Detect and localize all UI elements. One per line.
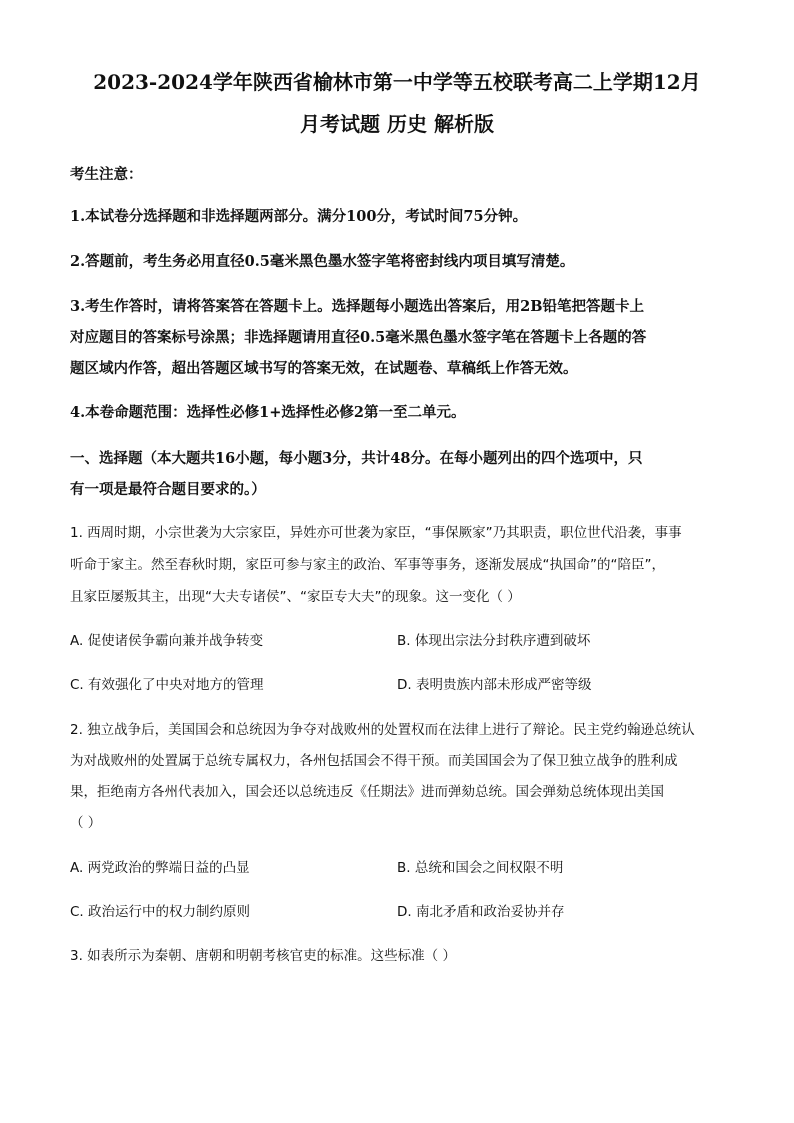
notice-heading: 考生注意： [70, 166, 143, 183]
question-2-option-a: A. 两党政治的弊端日益的凸显 [70, 860, 250, 876]
notice-item-3-line-3: 题区域内作答，超出答题区域书写的答案无效，在试题卷、草稿纸上作答无效。 [70, 360, 578, 377]
notice-item-3-line-2: 对应题目的答案标号涂黑；非选择题请用直径0.5毫米黑色墨水签字笔在答题卡上各题的答 [70, 329, 647, 346]
notice-item-1: 1.本试卷分选择题和非选择题两部分。满分100分，考试时间75分钟。 [70, 208, 528, 225]
notice-item-3-line-1: 3.考生作答时，请将答案答在答题卡上。选择题每小题选出答案后，用2B铅笔把答题卡上 [70, 298, 644, 315]
question-1-stem-line-3: 且家臣屡叛其主，出现“大夫专诸侯”、“家臣专大夫”的现象。这一变化（ ） [70, 589, 521, 605]
question-1-stem-line-2: 听命于家主。然至春秋时期，家臣可参与家主的政治、军事等事务，逐渐发展成“执国命”的“陪臣”， [70, 557, 665, 573]
page-title-line-2: 月考试题 历史 解析版 [300, 112, 494, 136]
notice-item-4: 4.本卷命题范围：选择性必修1+选择性必修2第一至二单元。 [70, 404, 466, 421]
question-2-stem-line-3: 果，拒绝南方各州代表加入，国会还以总统违反《任期法》进而弹劾总统。国会弹劾总统体现出美国 [70, 784, 664, 800]
question-2-stem-line-1: 2. 独立战争后，美国国会和总统因为争夺对战败州的处置权而在法律上进行了辩论。民主党约翰逊总统认 [70, 722, 695, 738]
question-2-option-d: D. 南北矛盾和政治妥协并存 [397, 904, 565, 920]
question-2-stem-line-4: （ ） [70, 815, 102, 831]
question-1-stem-line-1: 1. 西周时期，小宗世袭为大宗家臣，异姓亦可世袭为家臣，“事保厥家”乃其职责，职位世代沿袭，事事 [70, 525, 682, 541]
notice-item-2: 2.答题前，考生务必用直径0.5毫米黑色墨水签字笔将密封线内项目填写清楚。 [70, 253, 575, 270]
question-2-stem-line-2: 为对战败州的处置属于总统专属权力，各州包括国会不得干预。而美国国会为了保卫独立战争的胜利成 [70, 753, 678, 769]
question-1-option-a: A. 促使诸侯争霸向兼并战争转变 [70, 633, 264, 649]
section-heading-line-2: 有一项是最符合题目要求的。） [70, 481, 266, 498]
question-1-option-d: D. 表明贵族内部未形成严密等级 [397, 677, 592, 693]
section-heading-line-1: 一、选择题（本大题共16小题，每小题3分，共计48分。在每小题列出的四个选项中，只 [70, 450, 643, 467]
question-1-option-b: B. 体现出宗法分封秩序遭到破坏 [397, 633, 591, 649]
question-1-option-c: C. 有效强化了中央对地方的管理 [70, 677, 264, 693]
question-3-stem-line-1: 3. 如表所示为秦朝、唐朝和明朝考核官吏的标准。这些标准（ ） [70, 948, 456, 964]
question-2-option-c: C. 政治运行中的权力制约原则 [70, 904, 251, 920]
page-title-line-1: 2023-2024学年陕西省榆林市第一中学等五校联考高二上学期12月 [93, 70, 701, 94]
question-2-option-b: B. 总统和国会之间权限不明 [397, 860, 564, 876]
